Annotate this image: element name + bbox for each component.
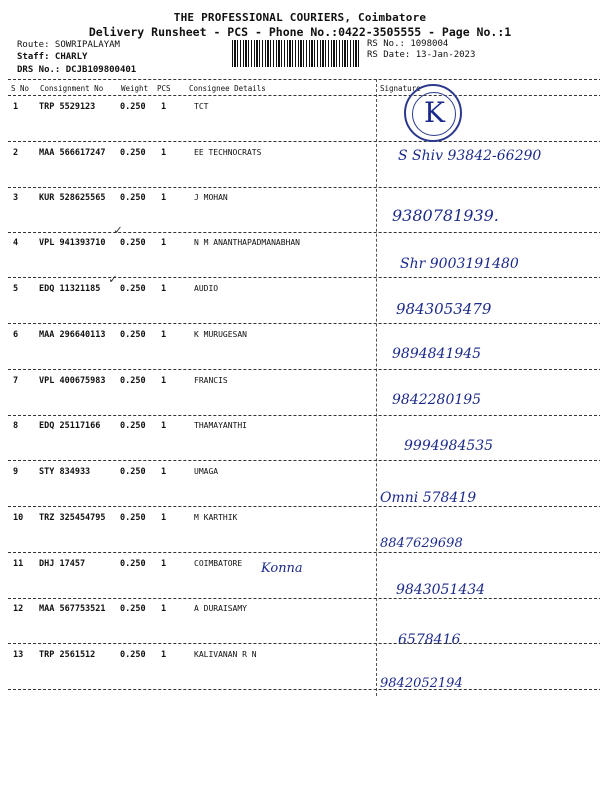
row-signature: Shr 9003191480 [400,256,519,272]
row-separator [8,415,600,416]
row-weight: 0.250 [120,467,146,477]
row-signature: 9894841945 [392,346,482,362]
row-consignee: TCT [194,102,209,111]
row-consignee: THAMAYANTHI [194,421,247,430]
row-sno: 13 [13,650,24,660]
handwritten-note: Konna [261,561,303,576]
row-sno: 12 [13,604,24,614]
tick-mark: ✓ [109,272,117,287]
col-consignment: Consignment No [40,84,104,93]
row-consignee: A DURAISAMY [194,604,247,613]
row-consignee: FRANCIS [194,376,228,385]
row-signature: 6578416 [398,632,461,648]
row-consignment: MAA 296640113 [39,330,106,340]
row-signature: S Shiv 93842-66290 [398,148,542,164]
staff-label: Staff: CHARLY [17,52,88,62]
col-consignee: Consignee Details [189,84,266,93]
row-pcs: 1 [161,650,167,660]
row-consignment: MAA 567753521 [39,604,106,614]
rs-date: RS Date: 13-Jan-2023 [367,50,476,60]
row-consignment: TRP 2561512 [39,650,96,660]
row-consignment: EDQ 11321185 [39,284,101,294]
signature-divider [376,79,377,696]
row-sno: 5 [13,284,19,294]
row-sno: 10 [13,513,24,523]
row-separator [8,277,600,278]
col-signature: Signature [380,84,421,93]
row-sno: 6 [13,330,19,340]
row-pcs: 1 [161,148,167,158]
row-sno: 4 [13,238,19,248]
row-separator [8,323,600,324]
tick-mark: ✓ [114,223,122,238]
row-pcs: 1 [161,238,167,248]
row-consignee: UMAGA [194,467,219,476]
row-separator [8,598,600,599]
row-weight: 0.250 [120,559,146,569]
row-consignee: AUDIO [194,284,219,293]
row-pcs: 1 [161,559,167,569]
row-weight: 0.250 [120,102,146,112]
col-pcs: PCS [157,84,171,93]
drs-number: DRS No.: DCJB109800401 [17,65,137,75]
row-consignment: EDQ 25117166 [39,421,101,431]
row-weight: 0.250 [120,284,146,294]
row-consignment: VPL 941393710 [39,238,106,248]
row-pcs: 1 [161,102,167,112]
row-separator [8,643,600,644]
row-pcs: 1 [161,467,167,477]
col-weight: Weight [121,84,149,93]
row-separator [8,460,600,461]
row-signature: 9843051434 [396,582,486,598]
row-consignment: DHJ 17457 [39,559,86,569]
row-signature: Omni 578419 [380,490,477,506]
row-signature: 9842280195 [392,392,482,408]
row-weight: 0.250 [120,421,146,431]
row-pcs: 1 [161,193,167,203]
row-sno: 9 [13,467,19,477]
row-consignee: KALIVANAN R N [194,650,257,659]
row-weight: 0.250 [120,513,146,523]
row-signature: 9380781939. [392,206,499,225]
row-weight: 0.250 [120,238,146,248]
row-pcs: 1 [161,376,167,386]
row-separator [8,232,600,233]
company-name: THE PROFESSIONAL COURIERS, Coimbatore [173,11,427,24]
row-sno: 2 [13,148,19,158]
row-pcs: 1 [161,604,167,614]
company-stamp: K [404,84,462,142]
runsheet-title: Delivery Runsheet - PCS - Phone No.:0422-3505555 - Page No.:1 [88,25,512,39]
row-sno: 3 [13,193,19,203]
route-label: Route: SOWRIPALAYAM [17,40,120,50]
row-separator [8,506,600,507]
row-consignment: TRP 5529123 [39,102,96,112]
row-separator [8,187,600,188]
row-weight: 0.250 [120,330,146,340]
row-consignee: COIMBATORE [194,559,243,568]
row-separator [8,552,600,553]
row-consignee: J MOHAN [194,193,228,202]
row-consignment: MAA 566617247 [39,148,106,158]
row-sno: 8 [13,421,19,431]
row-pcs: 1 [161,284,167,294]
row-consignee: M KARTHIK [194,513,238,522]
header-top-rule [8,79,600,80]
rs-number: RS No.: 1098004 [367,39,449,49]
row-weight: 0.250 [120,193,146,203]
row-weight: 0.250 [120,148,146,158]
row-weight: 0.250 [120,604,146,614]
col-sno: S No [11,84,30,93]
row-sno: 1 [13,102,19,112]
row-separator [8,369,600,370]
row-pcs: 1 [161,513,167,523]
row-consignee: EE TECHNOCRATS [194,148,262,157]
row-sno: 11 [13,559,24,569]
row-consignment: TRZ 325454795 [39,513,106,523]
row-separator [8,141,600,142]
row-signature: 8847629698 [380,536,463,551]
row-consignment: VPL 400675983 [39,376,106,386]
row-consignee: N M ANANTHAPADMANABHAN [194,238,300,247]
row-signature: 9843053479 [396,300,492,318]
row-sno: 7 [13,376,19,386]
row-separator [8,689,600,690]
row-pcs: 1 [161,421,167,431]
header-bottom-rule [8,95,600,96]
row-consignee: K MURUGESAN [194,330,247,339]
row-weight: 0.250 [120,650,146,660]
row-weight: 0.250 [120,376,146,386]
row-pcs: 1 [161,330,167,340]
row-signature: 9842052194 [380,676,463,691]
row-consignment: STY 834933 [39,467,91,477]
barcode [232,40,360,67]
row-consignment: KUR 528625565 [39,193,106,203]
row-signature: 9994984535 [404,438,494,454]
